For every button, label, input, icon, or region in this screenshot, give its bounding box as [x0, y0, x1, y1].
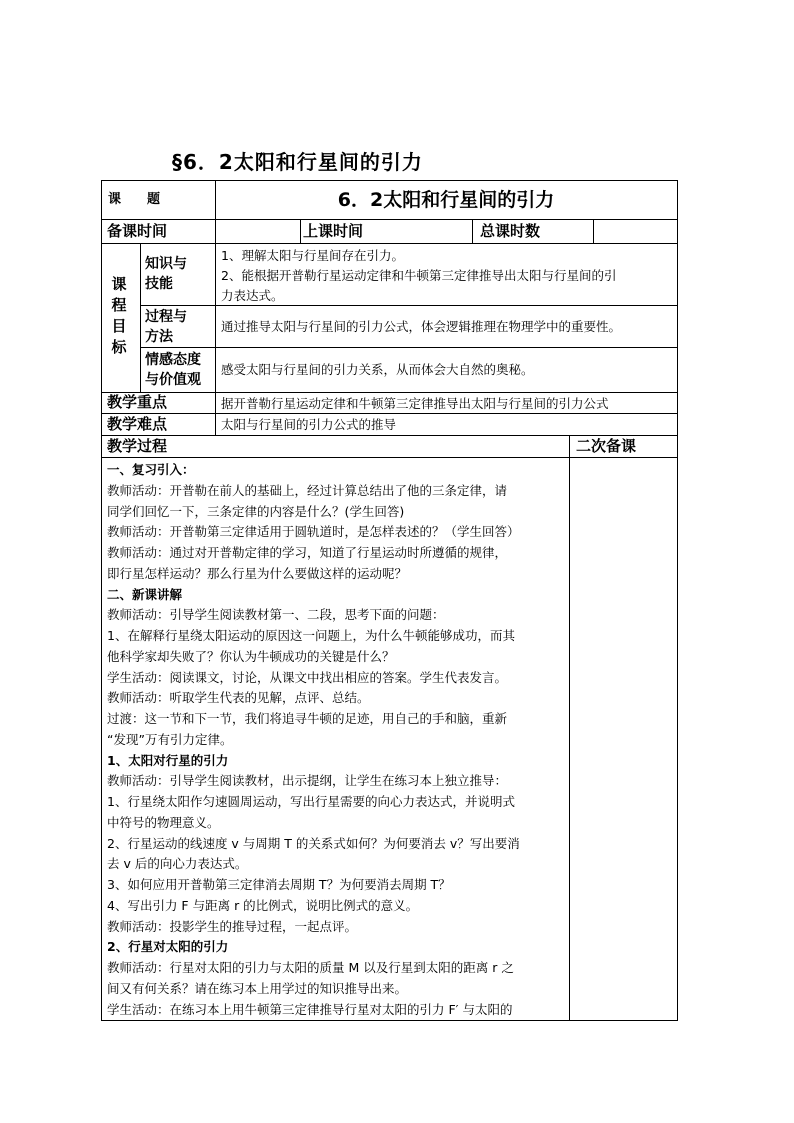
- process-line: 教师活动：听取学生代表的见解，点评、总结。: [107, 690, 370, 706]
- prep-time-label: 备课时间: [107, 222, 168, 240]
- process-line: 教师活动：通过对开普勒定律的学习，知道了行星运动时所遵循的规律，: [107, 545, 508, 560]
- process-line: 同学们回忆一下，三条定律的内容是什么？(学生回答): [107, 503, 405, 519]
- process-method-text: 通过推导太阳与行星间的引力公式，体会逻辑推理在物理学中的重要性。: [221, 319, 622, 334]
- knowledge-label: 知识与 技能: [145, 256, 187, 292]
- process-line: “发现”万有引力定律。: [107, 731, 233, 747]
- process-line: 教师活动：开普勒在前人的基础上，经过计算总结出了他的三条定律，请: [107, 482, 508, 498]
- key-point-text: 据开普勒行星运动定律和牛顿第三定律推导出太阳与行星间的引力公式: [221, 396, 609, 411]
- section-heading: 1、太阳对行星的引力: [107, 752, 229, 768]
- emotion-text: 感受太阳与行星间的引力关系，从而体会大自然的奥秘。: [221, 362, 534, 377]
- topic-value: 6．2太阳和行星间的引力: [337, 189, 555, 211]
- process-line: 即行星怎样运动？那么行星为什么要做这样的运动呢？: [107, 565, 408, 581]
- difficulty-text: 太阳与行星间的引力公式的推导: [221, 417, 397, 432]
- process-line: 1、行星绕太阳作匀速圆周运动，写出行星需要的向心力表达式，并说明式: [107, 794, 515, 809]
- process-line: 教师活动：引导学生阅读教材第一、二段，思考下面的问题：: [107, 607, 445, 623]
- goals-label: 课 程 目 标: [111, 275, 127, 356]
- process-line: 教师活动：开普勒第三定律适用于圆轨道时，是怎样表述的？（学生回答）: [107, 524, 520, 540]
- process-line: 他科学家却失败了？你认为牛顿成功的关键是什么？: [107, 648, 395, 664]
- section-heading: 2、行星对太阳的引力: [107, 939, 229, 955]
- process-line: 学生活动：在练习本上用牛顿第三定律推导行星对太阳的引力 F′ 与太阳的: [107, 1001, 513, 1017]
- class-time-label: 上课时间: [303, 222, 364, 240]
- process-line: 4、写出引力 F 与距离 r 的比例式，说明比例式的意义。: [107, 897, 419, 913]
- process-method-label: 过程与 方法: [145, 309, 187, 345]
- secondary-prep-label: 二次备课: [576, 437, 637, 455]
- process-line: 教师活动：行星对太阳的引力与太阳的质量 M 以及行星到太阳的距离 r 之: [107, 960, 514, 975]
- emotion-label: 情感态度 与价值观: [145, 352, 201, 388]
- section-heading: 二、新课讲解: [107, 586, 183, 602]
- difficulty-label: 教学难点: [107, 415, 168, 433]
- process-line: 间又有何关系？请在练习本上用学过的知识推导出来。: [107, 980, 408, 996]
- process-line: 学生活动：阅读课文，讨论，从课文中找出相应的答案。学生代表发言。: [107, 669, 508, 685]
- process-line: 去 v 后的向心力表达式。: [107, 856, 248, 872]
- process-line: 2、行星运动的线速度 v 与周期 T 的关系式如何？为何要消去 v？写出要消: [107, 835, 520, 851]
- process-line: 教师活动：投影学生的推导过程，一起点评。: [107, 918, 358, 934]
- key-point-label: 教学重点: [107, 393, 168, 411]
- teaching-process-label: 教学过程: [107, 437, 168, 455]
- topic-label: 课 题: [108, 192, 161, 207]
- process-line: 过渡：这一节和下一节，我们将追寻牛顿的足迹，用自己的手和脑，重新: [107, 711, 508, 726]
- process-line: 中符号的物理意义。: [107, 814, 220, 830]
- knowledge-text: 1、理解太阳与行星间存在引力。 2、能根据开普勒行星运动定律和牛顿第三定律推导出太阳与行星间的引 力表达式。: [221, 248, 617, 303]
- process-line: 教师活动：引导学生阅读教材，出示提纲，让学生在练习本上独立推导：: [107, 773, 508, 789]
- section-heading: 一、复习引入：: [107, 462, 195, 477]
- total-time-label: 总课时数: [480, 222, 541, 240]
- process-line: 1、在解释行星绕太阳运动的原因这一问题上，为什么牛顿能够成功，而其: [107, 628, 515, 643]
- process-line: 3、如何应用开普勒第三定律消去周期 T？为何要消去周期 T？: [107, 877, 451, 892]
- page-title: §6．2太阳和行星间的引力: [172, 150, 423, 174]
- teaching-process-body: [107, 460, 567, 1020]
